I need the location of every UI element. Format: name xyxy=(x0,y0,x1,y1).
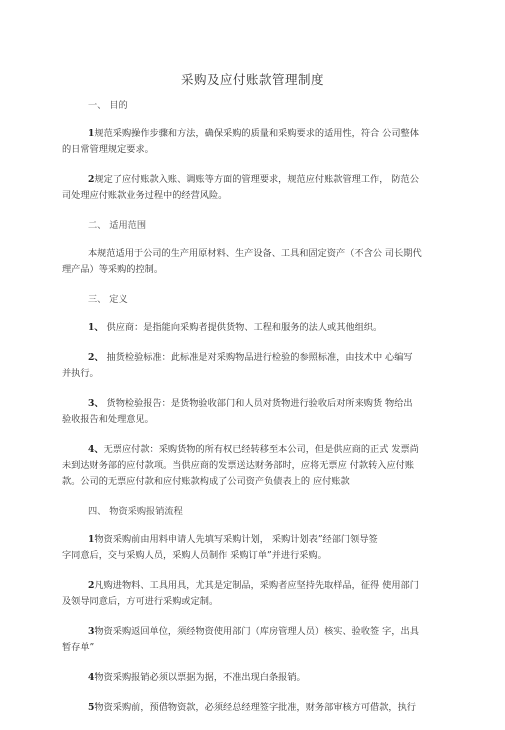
item-number: 2 xyxy=(88,580,95,591)
section-heading: 四、 物资采购报销流程 xyxy=(88,506,183,517)
paragraph xyxy=(62,246,442,278)
paragraph-line xyxy=(62,320,442,336)
item-number: 4、 xyxy=(88,444,104,455)
line-text: 验收报告和处理意见。 xyxy=(62,414,154,425)
paragraph-line xyxy=(62,670,442,686)
paragraph-line xyxy=(62,594,442,610)
paragraph-line xyxy=(62,246,442,262)
paragraph xyxy=(62,670,442,686)
line-text: 的日常管理规定要求。 xyxy=(62,144,154,155)
line-text: 无票应付款：采购货物的所有权已经转移至本公司，但是供应商的正式 发票尚 xyxy=(103,444,419,455)
line-text: 款。公司的无票应付款和应付账款构成了公司资产负债表上的 应付账款 xyxy=(62,476,350,487)
paragraph-line xyxy=(62,458,442,474)
paragraph-line xyxy=(62,366,442,382)
line-text: 规范采购操作步骤和方法，确保采购的质量和采购要求的适用性，符合 公司整体 xyxy=(94,128,419,139)
item-number: 4 xyxy=(88,672,95,683)
paragraph-line xyxy=(62,548,442,564)
item-number: 5 xyxy=(88,702,95,713)
section-heading: 三、 定义 xyxy=(88,294,128,305)
paragraph xyxy=(62,442,442,490)
line-text: 凡购进物料、工具用具，尤其是定制品，采购者应坚持先取样品，征得 使用部门 xyxy=(94,580,419,591)
paragraph xyxy=(62,350,442,382)
paragraph-line xyxy=(62,412,442,428)
line-text: 字同意后，交与采购人员，采购人员制作 采购订单”并进行采购。 xyxy=(62,550,327,561)
paragraph-line xyxy=(62,172,442,188)
line-text: 规定了应付账款入账、调账等方面的管理要求，规范应付账款管理工作， 防范公 xyxy=(94,174,419,185)
line-text: 供应商：是指能向采购者提供货物、工程和服务的法人或其他组织。 xyxy=(103,322,383,333)
paragraph xyxy=(62,578,442,610)
paragraph-line xyxy=(62,188,442,204)
line-text: 并执行。 xyxy=(62,368,99,379)
line-text: 及领导同意后，方可进行采购或定制。 xyxy=(62,596,219,607)
paragraph xyxy=(62,172,442,204)
item-number: 2 xyxy=(88,174,95,185)
item-number: 3、 xyxy=(88,398,104,409)
line-text: 抽货检验标准：此标准是对采购物品进行检验的参照标准，由技术中 心编写 xyxy=(103,352,413,363)
document-title: 采购及应付账款管理制度 xyxy=(180,72,324,87)
line-text: 未到达财务部的应付款项。当供应商的发票送达财务部时，应将无票应 付款转入应付账 xyxy=(62,460,415,471)
line-text: 货物检验报告：是货物验收部门和人员对货物进行验收后对所来购货 物给出 xyxy=(103,398,413,409)
document-body xyxy=(62,98,442,730)
paragraph-line xyxy=(62,350,442,366)
paragraph-line xyxy=(62,396,442,412)
paragraph-line xyxy=(62,640,442,656)
paragraph-line xyxy=(62,624,442,640)
line-text: 本规范适用于公司的生产用原材料、生产设备、工具和固定资产（不含公 司长期代 xyxy=(88,248,422,259)
line-text: 物资采购返回单位，须经物资使用部门（库房管理人员）核实、验收签 字，出具 xyxy=(94,626,419,637)
paragraph-line xyxy=(62,532,442,548)
line-text: 理产品）等采购的控制。 xyxy=(62,264,164,275)
line-text: 物资采购前，预借物资款，必须经总经理签字批准，财务部审核方可借款，执行 xyxy=(94,702,416,713)
item-number: 2、 xyxy=(88,352,104,363)
paragraph-line xyxy=(62,262,442,278)
item-number: 3 xyxy=(88,626,95,637)
paragraph-line xyxy=(62,578,442,594)
paragraph-line xyxy=(62,474,442,490)
paragraph xyxy=(62,126,442,158)
line-text: 物资采购前由用料申请人先填写采购计划， 采购计划表”经部门领导签 xyxy=(94,534,378,545)
paragraph-line xyxy=(62,442,442,458)
paragraph xyxy=(62,532,442,564)
paragraph xyxy=(62,396,442,428)
section-heading: 二、 适用范围 xyxy=(88,220,147,231)
section-heading: 一、 目的 xyxy=(88,100,128,111)
paragraph-line xyxy=(62,126,442,142)
line-text: 物资采购报销必须以票据为据，不准出现白条报销。 xyxy=(94,672,306,683)
item-number: 1 xyxy=(88,534,95,545)
paragraph xyxy=(62,320,442,336)
paragraph xyxy=(62,624,442,656)
line-text: 司处理应付账款业务过程中的经营风险。 xyxy=(62,190,228,201)
line-text: 暂存单” xyxy=(62,642,95,653)
item-number: 1、 xyxy=(88,322,104,333)
paragraph-line xyxy=(62,142,442,158)
item-number: 1 xyxy=(88,128,95,139)
